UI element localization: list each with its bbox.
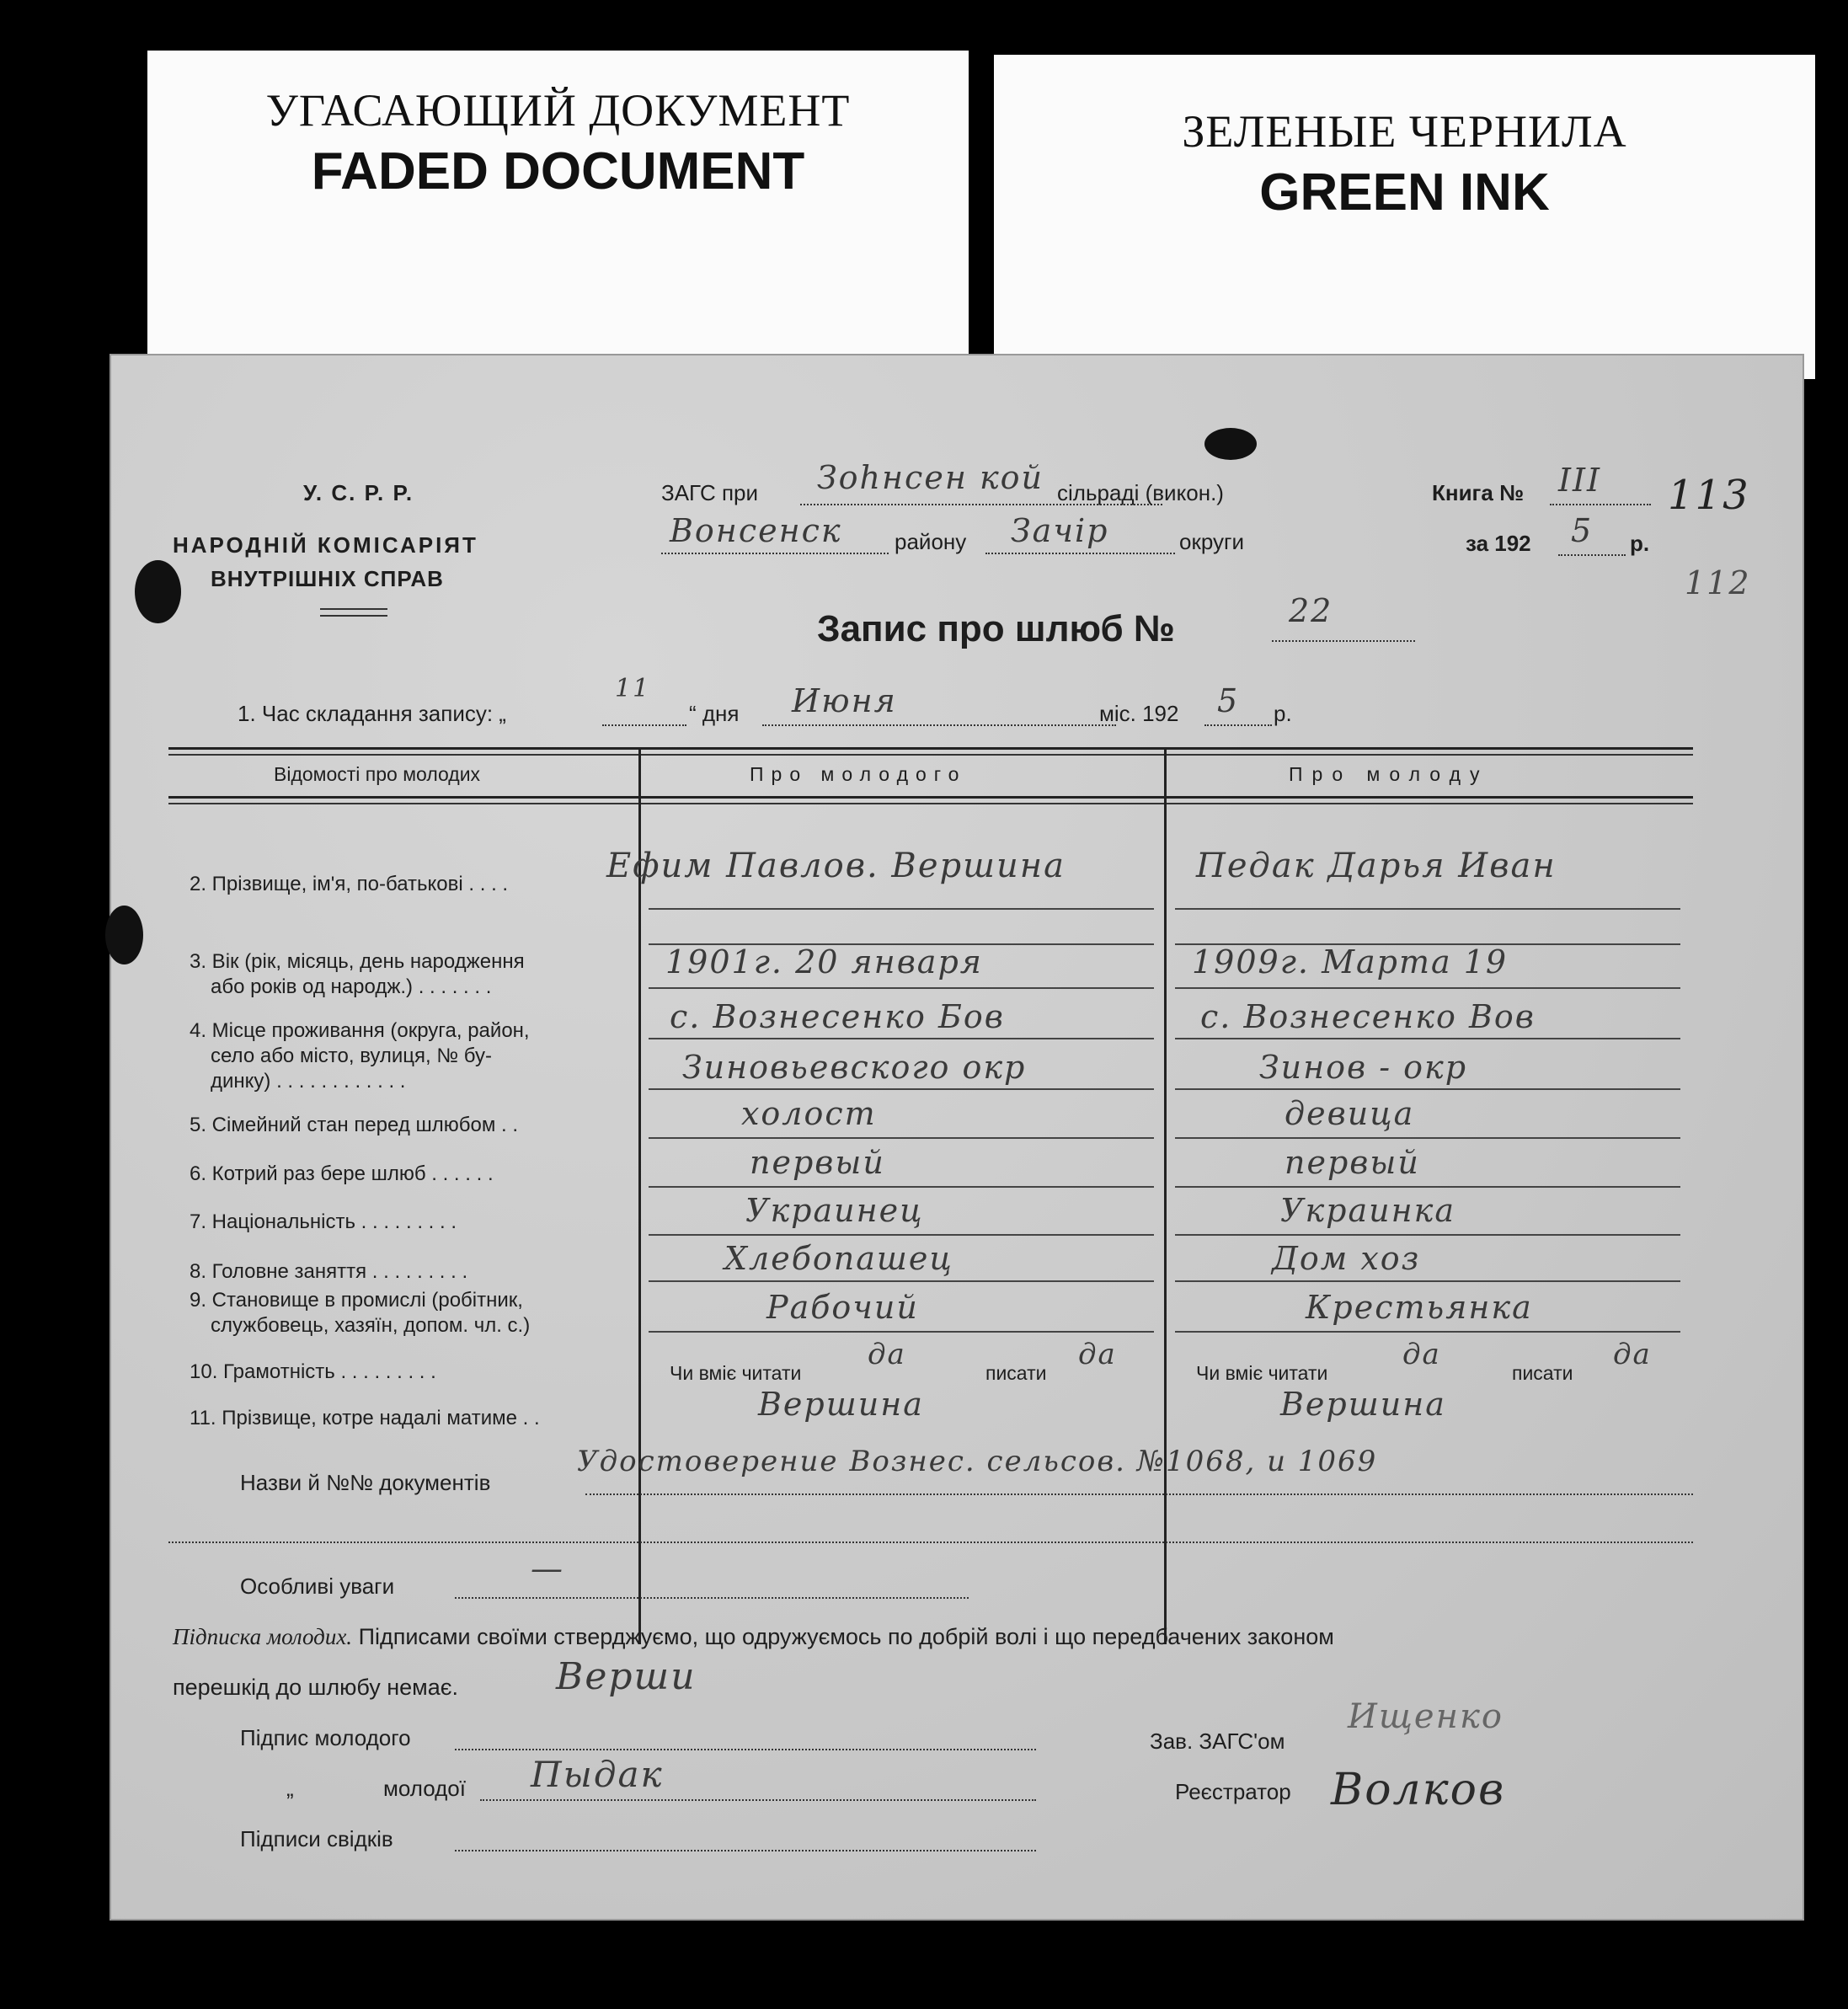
bride-write-label: писати [1512,1362,1573,1384]
declaration-sign-hw: Верши [556,1655,697,1698]
declaration-line-1 [173,1624,1334,1650]
green-label-en: GREEN INK [1259,163,1550,222]
row-label-marriage-count: 6. Котрий раз бере шлюб . . . . . . [190,1162,494,1185]
col-header-info: Відомості про молодих [274,763,481,785]
book-corner-hw: 113 [1668,472,1750,519]
documents-label: Назви й №№ документів [240,1470,491,1495]
commissariat-line-2: ВНУТРІШНІХ СПРАВ [211,566,444,591]
head-label: Зав. ЗАГС'ом [1150,1728,1285,1754]
col-header-groom: Про молодого [750,763,967,785]
record-title: Запис про шлюб № [817,608,1175,649]
marriage-record-form [109,354,1804,1921]
book-label: Книга № [1432,480,1525,505]
groom-surname-hw: Вершина [758,1386,924,1423]
groom-residence-hw: с. Вознесенко Бов [670,998,1005,1035]
bride-signature-label: молодої [383,1776,466,1801]
row-label-nationality: 7. Національність . . . . . . . . . [190,1210,457,1233]
documents-hw: Удостоверение Вознес. сельсов. №1068, и 1069 [577,1445,1378,1478]
registrar-signature-hw: Волков [1331,1765,1506,1815]
silradi-label: сільраді (викон.) [1057,480,1224,505]
time-year-hw: 5 [1217,682,1240,719]
groom-marriage-count-hw: первый [750,1144,885,1181]
registrar-label: Реєстратор [1175,1779,1291,1804]
bride-marriage-count-hw: первый [1285,1144,1420,1181]
ink-blot-icon [1204,428,1257,460]
book-number-hw: III [1558,462,1602,499]
groom-residence-2-hw: Зиновьевского окр [682,1049,1027,1086]
district-label: району [895,529,967,554]
groom-read-label: Чи вміє читати [670,1362,802,1384]
groom-birth-hw: 1901г. 20 января [665,943,983,980]
groom-write-hw: да [1078,1338,1117,1371]
groom-signature-label: Підпис молодого [240,1725,411,1750]
okrug-hw: Зачір [1011,512,1109,549]
year-label: за 192 [1466,531,1531,556]
row-label-status: 5. Сімейний стан перед шлюбом . . [190,1114,519,1136]
bride-name-hw: Педак Дарья Иван [1196,847,1557,885]
bride-surname-hw: Вершина [1280,1386,1446,1423]
margin-number-hw: 112 [1685,564,1751,601]
row-label-occupation: 8. Головне заняття . . . . . . . . . [190,1260,468,1283]
district-hw: Вонсенск [670,512,842,549]
bride-occupation-hw: Дом хоз [1272,1240,1421,1277]
bride-residence-2-hw: Зинов - окр [1259,1049,1468,1086]
bride-residence-hw: с. Вознесенко Вов [1200,998,1536,1035]
bride-position-hw: Крестьянка [1306,1289,1533,1326]
row-label-age: 3. Вік (рік, місяць, день народження [190,950,525,973]
time-suffix: р. [1274,701,1292,726]
row-label-surname: 11. Прізвище, котре надалі матиме . . [190,1407,540,1429]
time-label: 1. Час складання запису: „ [238,701,506,726]
zags-village-hw: Зоhнсен кой [817,459,1044,496]
bride-status-hw: девица [1285,1095,1415,1132]
head-signature-hw: Ищенко [1348,1697,1504,1736]
col-header-bride: Про молоду [1289,763,1489,785]
bride-write-hw: да [1613,1338,1652,1371]
green-label-ru: ЗЕЛЕНЫЕ ЧЕРНИЛА [1182,106,1627,157]
punch-hole-icon [105,906,143,964]
day-label: “ дня [689,701,740,726]
remarks-label: Особливі уваги [240,1574,395,1599]
bride-birth-hw: 1909г. Марта 19 [1192,943,1509,980]
groom-status-hw: холост [741,1095,877,1132]
groom-name-hw: Ефим Павлов. Вершина [606,847,1066,885]
row-label-residence: 4. Місце проживання (округа, район, [190,1019,530,1042]
month-hw: Июня [792,682,897,719]
remarks-hw: — [531,1550,564,1587]
green-ink-label [994,55,1815,379]
day-hw: 11 [615,674,651,703]
ussr-label: У. С. Р. Р. [303,480,414,505]
record-number-hw: 22 [1289,592,1333,629]
groom-write-label: писати [985,1362,1047,1384]
punch-hole-icon [135,560,181,623]
commissariat-line-1: НАРОДНІЙ КОМІСАРІЯТ [173,532,478,558]
bride-read-hw: да [1402,1338,1441,1371]
groom-read-hw: да [868,1338,906,1371]
row-label-residence-2: село або місто, вулиця, № бу- [211,1045,492,1067]
row-label-literacy: 10. Грамотність . . . . . . . . . [190,1360,436,1383]
declaration-text: Підписами своїми стверджуємо, що одружуємось по добрій волі і що передбачених законом [358,1624,1334,1649]
faded-label-ru: УГАСАЮЩИЙ ДОКУМЕНТ [265,85,851,136]
groom-position-hw: Рабочий [766,1289,919,1326]
zags-prefix: ЗАГС при [661,480,759,505]
year-hw: 5 [1571,512,1594,549]
ditto-mark: „ [286,1776,294,1801]
bride-read-label: Чи вміє читати [1196,1362,1328,1384]
groom-occupation-hw: Хлебопашец [724,1240,953,1277]
bride-nationality-hw: Украинка [1280,1192,1455,1229]
witnesses-label: Підписи свідків [240,1826,393,1851]
row-label-name: 2. Прізвище, ім'я, по-батькові . . . . [190,873,509,895]
declaration-line-2: перешкід до шлюбу немає. [173,1675,458,1700]
bride-signature-hw: Пыдак [531,1754,664,1795]
row-label-residence-3: динку) . . . . . . . . . . . . [211,1070,406,1093]
faded-document-label [147,51,969,375]
okrug-label: округи [1179,529,1245,554]
declaration-italic: Підписка молодих. [173,1624,353,1649]
row-label-position-2: службовець, хазяїн, допом. чл. с.) [211,1314,531,1337]
row-label-position: 9. Становище в промислі (робітник, [190,1289,523,1312]
year-suffix: р. [1630,531,1650,556]
faded-label-en: FADED DOCUMENT [311,142,805,200]
month-label: міс. 192 [1099,701,1179,726]
row-label-age-2: або років од народж.) . . . . . . . [211,975,492,998]
groom-nationality-hw: Украинец [745,1192,924,1229]
